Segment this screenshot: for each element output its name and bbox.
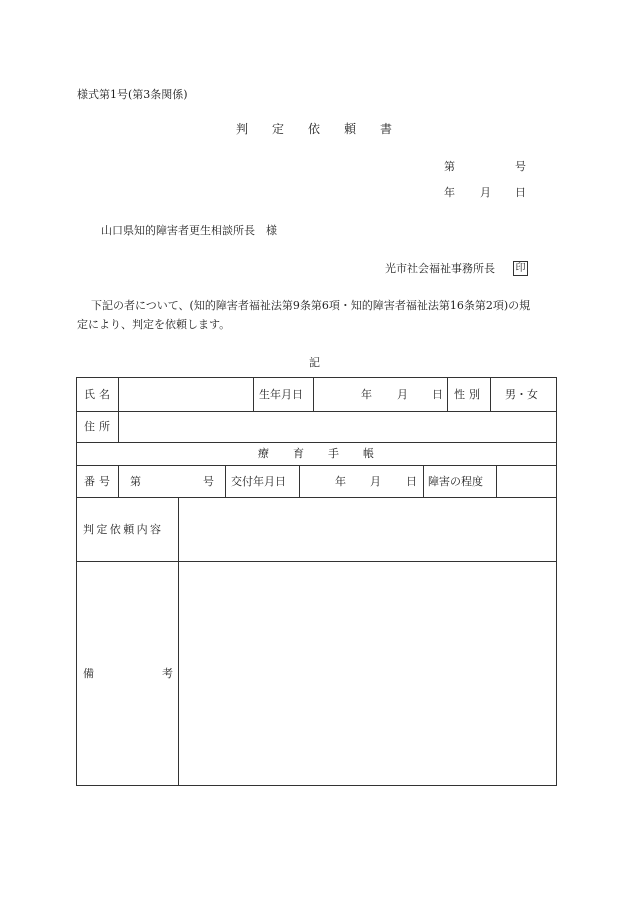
table-rule [118,465,119,498]
issue-day: 日 [406,475,417,488]
table-rule [490,377,491,412]
number-prefix: 第 [130,475,141,488]
table-rule [253,377,254,412]
table-rule [225,465,226,498]
remarks-label-left: 備 [83,667,94,680]
disability-degree-label: 障害の程度 [428,475,483,488]
table-rule [299,465,300,498]
doc-number-suffix: 号 [515,160,526,173]
issue-month: 月 [370,475,381,488]
birth-day: 日 [432,388,443,401]
ki-marker: 記 [309,356,320,369]
title-char: 定 [272,122,285,136]
number-suffix: 号 [203,475,214,488]
table-border-left [76,377,77,786]
form-number: 様式第1号(第3条関係) [77,88,188,101]
sex-label: 性別 [454,388,484,401]
handbook-header [258,447,383,461]
table-rule [118,411,119,443]
table-rule [496,465,497,498]
address-label: 住所 [84,420,114,433]
table-rule [313,377,314,412]
birth-month: 月 [397,388,408,401]
title-char: 判 [236,122,249,136]
sex-value: 男・女 [505,388,538,401]
table-border-right [556,377,557,786]
handbook-header-char: 育 [293,447,304,460]
table-rule [178,497,179,786]
sender: 光市社会福祉事務所長 [385,262,495,275]
addressee: 山口県知的障害者更生相談所長 様 [101,224,277,237]
request-content-label: 判定依頼内容 [83,523,164,536]
table-border-bottom [76,785,557,786]
table-rule [76,465,557,466]
table-rule [76,442,557,443]
table-rule [76,561,557,562]
remarks-label-right: 考 [162,667,173,680]
handbook-header-char: 帳 [363,447,374,460]
doc-number-prefix: 第 [444,160,455,173]
body-line-1: 下記の者について、(知的障害者福祉法第9条第6項・知的障害者福祉法第16条第2項)の規 [91,299,531,312]
issue-date-label: 交付年月日 [231,475,286,488]
handbook-header-char: 手 [328,447,339,460]
issue-year: 年 [335,475,346,488]
handbook-header-char: 療 [258,447,269,460]
table-rule [118,377,119,412]
table-rule [447,377,448,412]
name-label: 氏名 [84,388,114,401]
table-rule [423,465,424,498]
birth-label: 生年月日 [259,388,303,401]
table-rule [76,411,557,412]
document-title [236,122,416,137]
table-rule [76,497,557,498]
body-line-2: 定により、判定を依頼します。 [77,318,231,331]
title-char: 頼 [344,122,357,136]
seal-stamp: 印 [513,261,528,276]
title-char: 書 [380,122,393,136]
birth-year: 年 [361,388,372,401]
doc-date-month: 月 [480,186,491,199]
doc-date-day: 日 [515,186,526,199]
table-border-top [76,377,557,378]
title-char: 依 [308,122,321,136]
number-label: 番号 [84,475,114,488]
doc-date-year: 年 [444,186,455,199]
